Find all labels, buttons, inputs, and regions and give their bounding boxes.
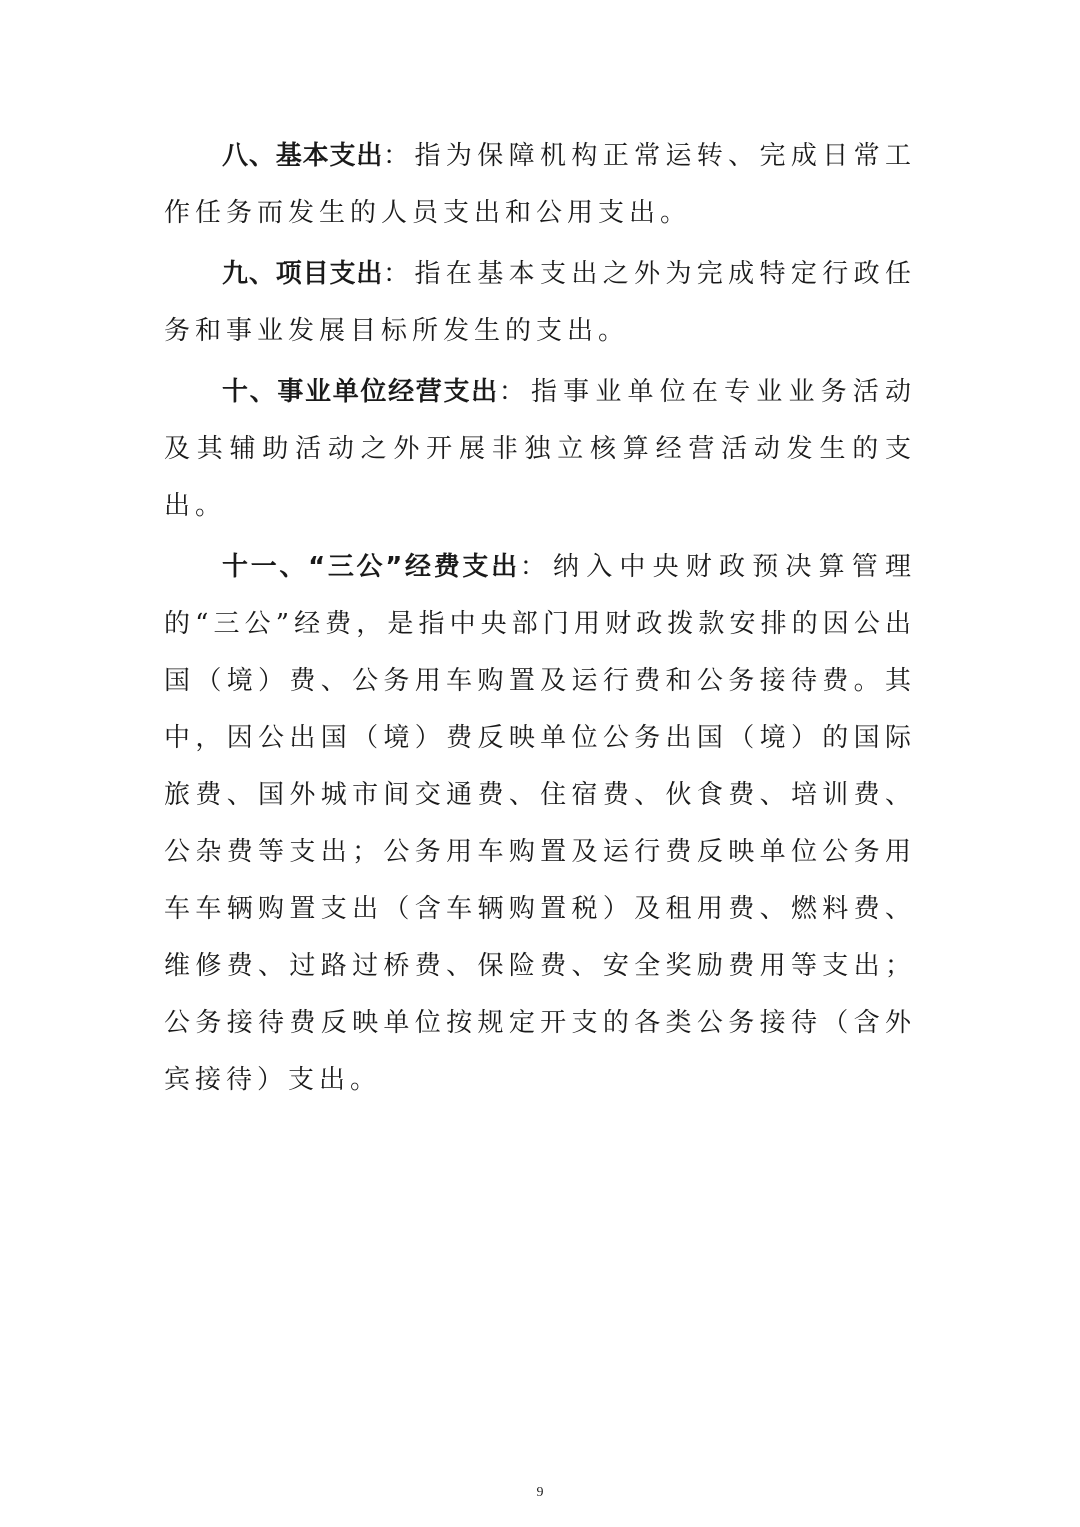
definition-text: 指在基本支出之外为完成特定行政任务和事业发展目标所发生的支出。: [164, 259, 916, 346]
separator: ：: [498, 377, 531, 407]
definition-text: 纳入中央财政预决算管理的“三公”经费，是指中央部门用财政拨款安排的因公出国（境）费、公务用车购置及运行费和公务接待费。其中，因公出国（境）费反映单位公务出国（境）的国际旅费、国外城市间交通费、住宿费、伙食费、培训费、公杂费等支出；公务用车购置及运行费反映单位公务用车车辆购置支出（含车辆购置税）及租用费、燃料费、维修费、过路过桥费、保险费、安全奖励费用等支出；公务接待费反映单位按规定开支的各类公务接待（含外宾接待）支出。: [164, 552, 916, 1095]
separator: ：: [383, 141, 415, 171]
definition-text: 指事业单位在专业业务活动及其辅助活动之外开展非独立核算经营活动发生的支出。: [164, 377, 916, 521]
definition-paragraph-project-expenditure: [164, 246, 916, 360]
separator: ：: [383, 259, 415, 289]
page-number: 9: [536, 1485, 544, 1500]
definition-paragraph-operating-expenditure: [164, 364, 916, 535]
body-text: [164, 128, 916, 1113]
term-operating-expenditure: 十、事业单位经营支出: [222, 377, 499, 407]
term-basic-expenditure: 八、基本支出: [222, 141, 384, 171]
definition-paragraph-three-public-expenses: [164, 539, 916, 1109]
definition-text: 指为保障机构正常运转、完成日常工作任务而发生的人员支出和公用支出。: [164, 141, 916, 228]
definition-paragraph-basic-expenditure: [164, 128, 916, 242]
term-project-expenditure: 九、项目支出: [222, 259, 384, 289]
separator: ：: [519, 552, 554, 582]
term-three-public-expenses: 十一、“三公”经费支出: [222, 552, 520, 582]
